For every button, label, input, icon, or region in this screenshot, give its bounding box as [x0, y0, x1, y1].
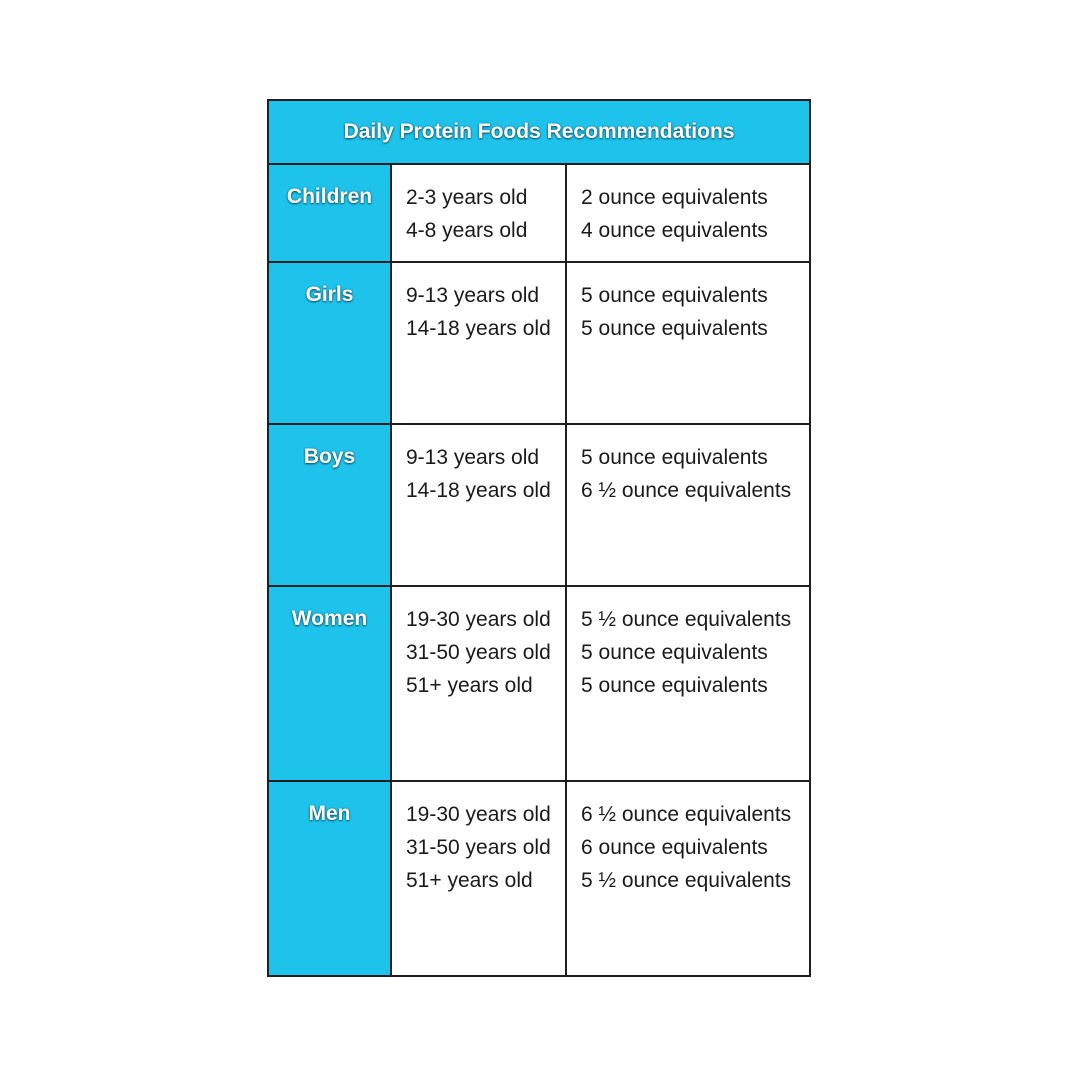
age-range: 9-13 years old: [406, 284, 540, 307]
age-range: 31-50 years old: [406, 641, 551, 664]
amounts: [566, 424, 810, 586]
age-range: 19-30 years old: [406, 803, 551, 826]
table-title: Daily Protein Foods Recommendations: [268, 100, 810, 164]
amounts: [566, 586, 810, 781]
amount: 6 ½ ounce equivalents: [581, 479, 792, 502]
age-range: 31-50 years old: [406, 836, 551, 859]
table-row-men: [268, 781, 810, 976]
age-range: 14-18 years old: [406, 317, 551, 340]
amount: 4 ounce equivalents: [581, 219, 768, 242]
age-range: 2-3 years old: [406, 186, 528, 209]
group-label: Men: [268, 781, 391, 976]
amount: 2 ounce equivalents: [581, 186, 768, 209]
amount: 5 ounce equivalents: [581, 317, 768, 340]
table-row-children: [268, 164, 810, 262]
amount: 5 ounce equivalents: [581, 284, 768, 307]
age-range: 4-8 years old: [406, 219, 528, 242]
group-label: Boys: [268, 424, 391, 586]
group-label: Girls: [268, 262, 391, 424]
group-label: Children: [268, 164, 391, 262]
age-range: 19-30 years old: [406, 608, 551, 631]
amount: 6 ounce equivalents: [581, 836, 768, 859]
age-ranges: [391, 781, 566, 976]
age-range: 14-18 years old: [406, 479, 551, 502]
protein-recommendations-table: [267, 99, 809, 977]
amount: 5 ounce equivalents: [581, 641, 768, 664]
age-range: 9-13 years old: [406, 446, 540, 469]
amount: 5 ½ ounce equivalents: [581, 869, 792, 892]
age-range: 51+ years old: [406, 674, 533, 697]
age-ranges: [391, 262, 566, 424]
age-ranges: [391, 424, 566, 586]
title-row: [268, 100, 810, 164]
age-ranges: [391, 586, 566, 781]
amounts: [566, 781, 810, 976]
table-row-women: [268, 586, 810, 781]
amount: 6 ½ ounce equivalents: [581, 803, 792, 826]
table-row-boys: [268, 424, 810, 586]
group-label: Women: [268, 586, 391, 781]
amounts: [566, 164, 810, 262]
table-row-girls: [268, 262, 810, 424]
age-ranges: [391, 164, 566, 262]
amounts: [566, 262, 810, 424]
table: [267, 99, 811, 977]
amount: 5 ½ ounce equivalents: [581, 608, 792, 631]
amount: 5 ounce equivalents: [581, 674, 768, 697]
amount: 5 ounce equivalents: [581, 446, 768, 469]
age-range: 51+ years old: [406, 869, 533, 892]
